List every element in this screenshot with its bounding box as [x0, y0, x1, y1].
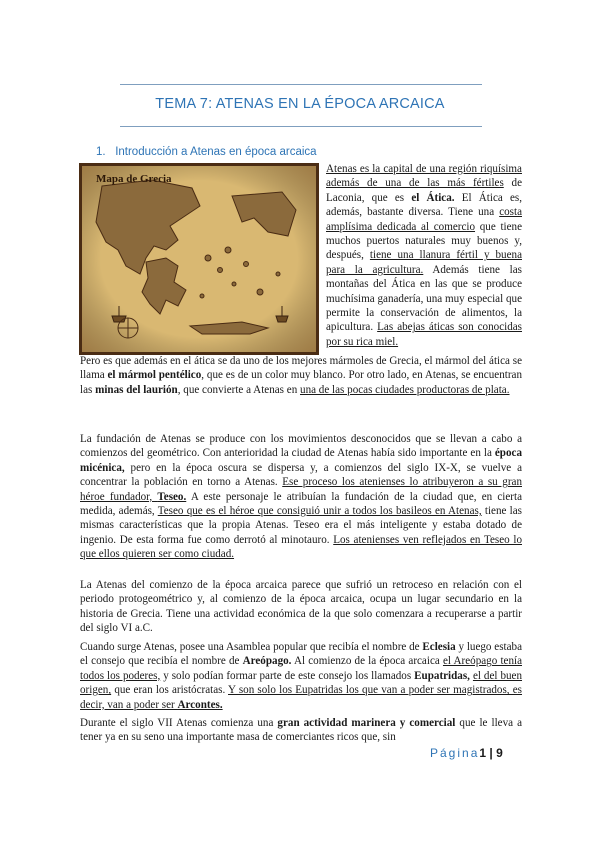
footer-page-label: Página [430, 746, 480, 760]
footer-separator: | [486, 746, 497, 760]
footer-total-pages: 9 [496, 746, 503, 760]
section-heading-text: Introducción a Atenas en época arcaica [115, 146, 317, 158]
footer-page-number: 1 [479, 746, 487, 760]
paragraph-fundacion: La fundación de Atenas se produce con los movimientos desconocidos que se llevan a cabo a comienzos del geométrico. Con anterioridad la ciudad de Atenas había sido importante en la época micénica, pero en la época oscura se dispersa y, a comienzos del siglo IX-X, se vuelve a concentrar la población en torno a Atenas. Ese proceso los atenienses lo atribuyeron a su gran héroe fundador, Teseo. A este personaje le atribuían la fundación de la ciudad que, en cierta medida, además, Teseo que es el héroe que consiguió unir a todos los basileos en Atenas, tiene las mismas características que la propia Atenas. Teseo era el más inteligente y estaba dotado de ingenio. De esta forma fue como derrotó al minotauro. Los atenienses ven reflejados en Teseo lo que ellos quieren ser como ciudad. [80, 433, 522, 561]
paragraph-instituciones: Cuando surge Atenas, posee una Asamblea popular que recibía el nombre de Eclesia y luego estaba el consejo que recibía el nombre de Areópago. Al comienzo de la época arcaica el Areópago tenía todos los poderes, y solo podían formar parte de este consejo los llamados Eupatridas, el del buen origen, que eran los aristócratas. Y son solo los Eupatridas los que van a poder ser magistrados, es decir, van a poder ser Arcontes. [80, 641, 523, 711]
intro-paragraph-continued: Pero es que además en el ática se da uno de los mejores mármoles de Grecia, el mármol del ática se llama el mármol pentélico, que es de un color muy blanco. Por otro lado, en Atenas, se encuentran las minas del laurión, que convierte a Atenas en una de las pocas ciudades productoras de plata. [80, 355, 522, 396]
map-caption: Mapa de Grecia [96, 173, 172, 185]
paragraph-comercio: Durante el siglo VII Atenas comienza una gran actividad marinera y comercial que le lleva a tener ya en su seno una importante masa de comerciantes ricos que, sin [80, 717, 523, 744]
page-title: TEMA 7: ATENAS EN LA ÉPOCA ARCAICA [155, 96, 445, 112]
section-number: 1. [96, 146, 106, 158]
intro-paragraph-wrap: Atenas es la capital de una región riquísima además de una de las más fértiles de Laconia, que es el Ática. El Ática es, además, bastante diversa. Tiene una costa amplísima dedicada al comercio que tiene muchos puertos naturales muy buenos y, después, tiene una llanura fértil y buena para la agricultura. Además tiene las montañas del Ática en las que se produce muchísima ganadería, una muy especial que permite la conservación de alimentos, la apicultura. Las abejas áticas son conocidas por su rica miel. [326, 163, 523, 348]
page-footer [430, 746, 503, 760]
paragraph-retroceso: La Atenas del comienzo de la época arcaica parece que sufrió un retroceso en relación con el periodo protogeométrico y, al comienzo de la época arcaica, ocupa un lugar secundario en la historia de Grecia. Tiene una actividad económica de la que solo comenzara a recuperarse a partir del siglo VI a.C. [80, 579, 522, 635]
